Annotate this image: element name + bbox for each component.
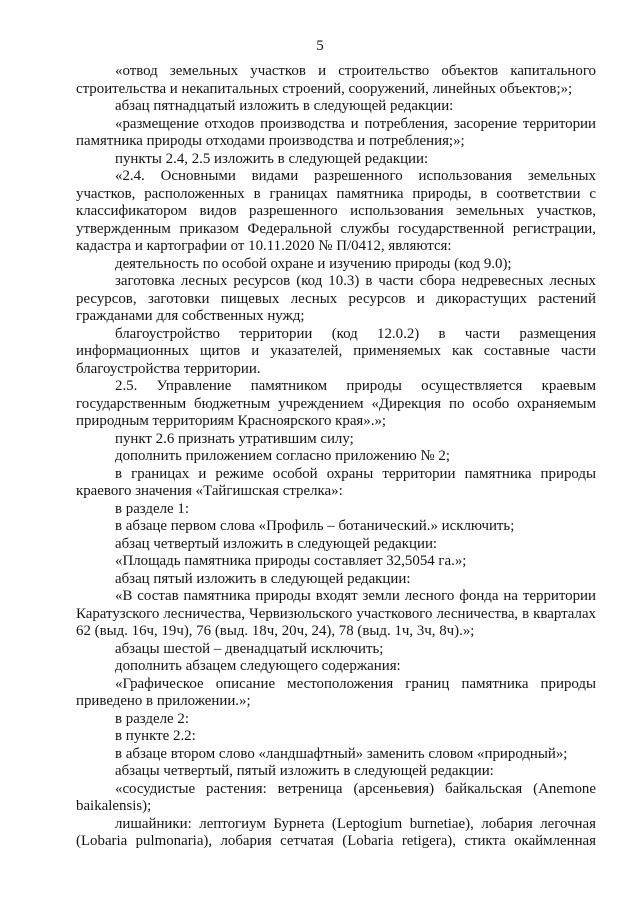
paragraph: пункты 2.4, 2.5 изложить в следующей редакции:: [115, 150, 429, 167]
paragraph: в абзаце первом слова «Профиль – ботанический.» исключить;: [115, 518, 515, 534]
paragraph: абзацы четвертый, пятый изложить в следующей редакции:: [115, 763, 494, 779]
paragraph: абзац четвертый изложить в следующей редакции:: [115, 535, 438, 552]
paragraph: «Графическое описание местоположения границ памятника природы приведено в приложении.»;: [76, 675, 596, 709]
paragraph: 2.5. Управление памятником природы осуществляется краевым государственным бюджетным учреждением «Дирекция по особо охраняемым природным территориям Красноярского края».»;: [76, 378, 596, 429]
paragraph: «В состав памятника природы входят земли лесного фонда на территории Каратузского лесничества, Червизюльского участкового лесничества, в кварталах 62 (выд. 16ч, 19ч), 76 (выд. 18ч, 20ч, 24), 78 (выд. 1ч, 3ч, 8ч).»;: [76, 588, 596, 639]
page-number: 5: [316, 38, 324, 54]
paragraph: абзац пятый изложить в следующей редакции:: [115, 570, 411, 587]
paragraph: «сосудистые растения: ветреница (арсеньевия) байкальская (Anemone baikalensis);: [76, 780, 596, 814]
paragraph: деятельность по особой охране и изучению природы (код 9.0);: [115, 255, 512, 272]
paragraph: «отвод земельных участков и строительство объектов капитального строительства и некапитальных строений, сооружений, линейных объектов;»;: [76, 63, 596, 97]
paragraph: «Площадь памятника природы составляет 32,5054 га.»;: [115, 553, 467, 569]
paragraph: дополнить абзацем следующего содержания:: [115, 658, 401, 674]
paragraph: благоустройство территории (код 12.0.2) в части размещения информационных щитов и указателей, применяемых как составные части благоустройства территории.: [76, 325, 596, 377]
paragraph: в пункте 2.2:: [115, 728, 196, 744]
paragraph: заготовка лесных ресурсов (код 10.3) в части сбора недревесных лесных ресурсов, заготовки пищевых лесных ресурсов и дикорастущих растений гражданами для собственных нужд;: [76, 273, 596, 324]
paragraph: в разделе 2:: [115, 710, 189, 727]
paragraph: «2.4. Основными видами разрешенного использования земельных участков, расположенных в границах памятника природы, в соответствии с классификатором видов разрешенного использования земельных участков, утвержденным приказом Федеральной службы государственной регистрации, кадастра и картографии от 10.11.2020 № П/0412, являются:: [76, 168, 596, 254]
paragraph: дополнить приложением согласно приложению № 2;: [115, 448, 450, 464]
paragraph: «размещение отходов производства и потребления, засорение территории памятника природы отходами производства и потребления;»;: [76, 115, 596, 149]
paragraph: лишайники: лептогиум Бурнета (Leptogium burnetiae), лобария легочная (Lobaria pulmonaria), лобария сетчатая (Lobaria retigera), стикта окаймленная: [76, 815, 596, 849]
paragraph: в разделе 1:: [115, 500, 189, 517]
paragraph: в границах и режиме особой охраны территории памятника природы краевого значения «Тайгишская стрелка»:: [76, 465, 596, 499]
paragraph: абзацы шестой – двенадцатый исключить;: [115, 640, 384, 657]
paragraph: в абзаце втором слово «ландшафтный» заменить словом «природный»;: [115, 745, 568, 762]
paragraph: пункт 2.6 признать утратившим силу;: [115, 430, 354, 447]
paragraph: абзац пятнадцатый изложить в следующей редакции:: [115, 98, 454, 114]
document-body: [76, 63, 596, 851]
